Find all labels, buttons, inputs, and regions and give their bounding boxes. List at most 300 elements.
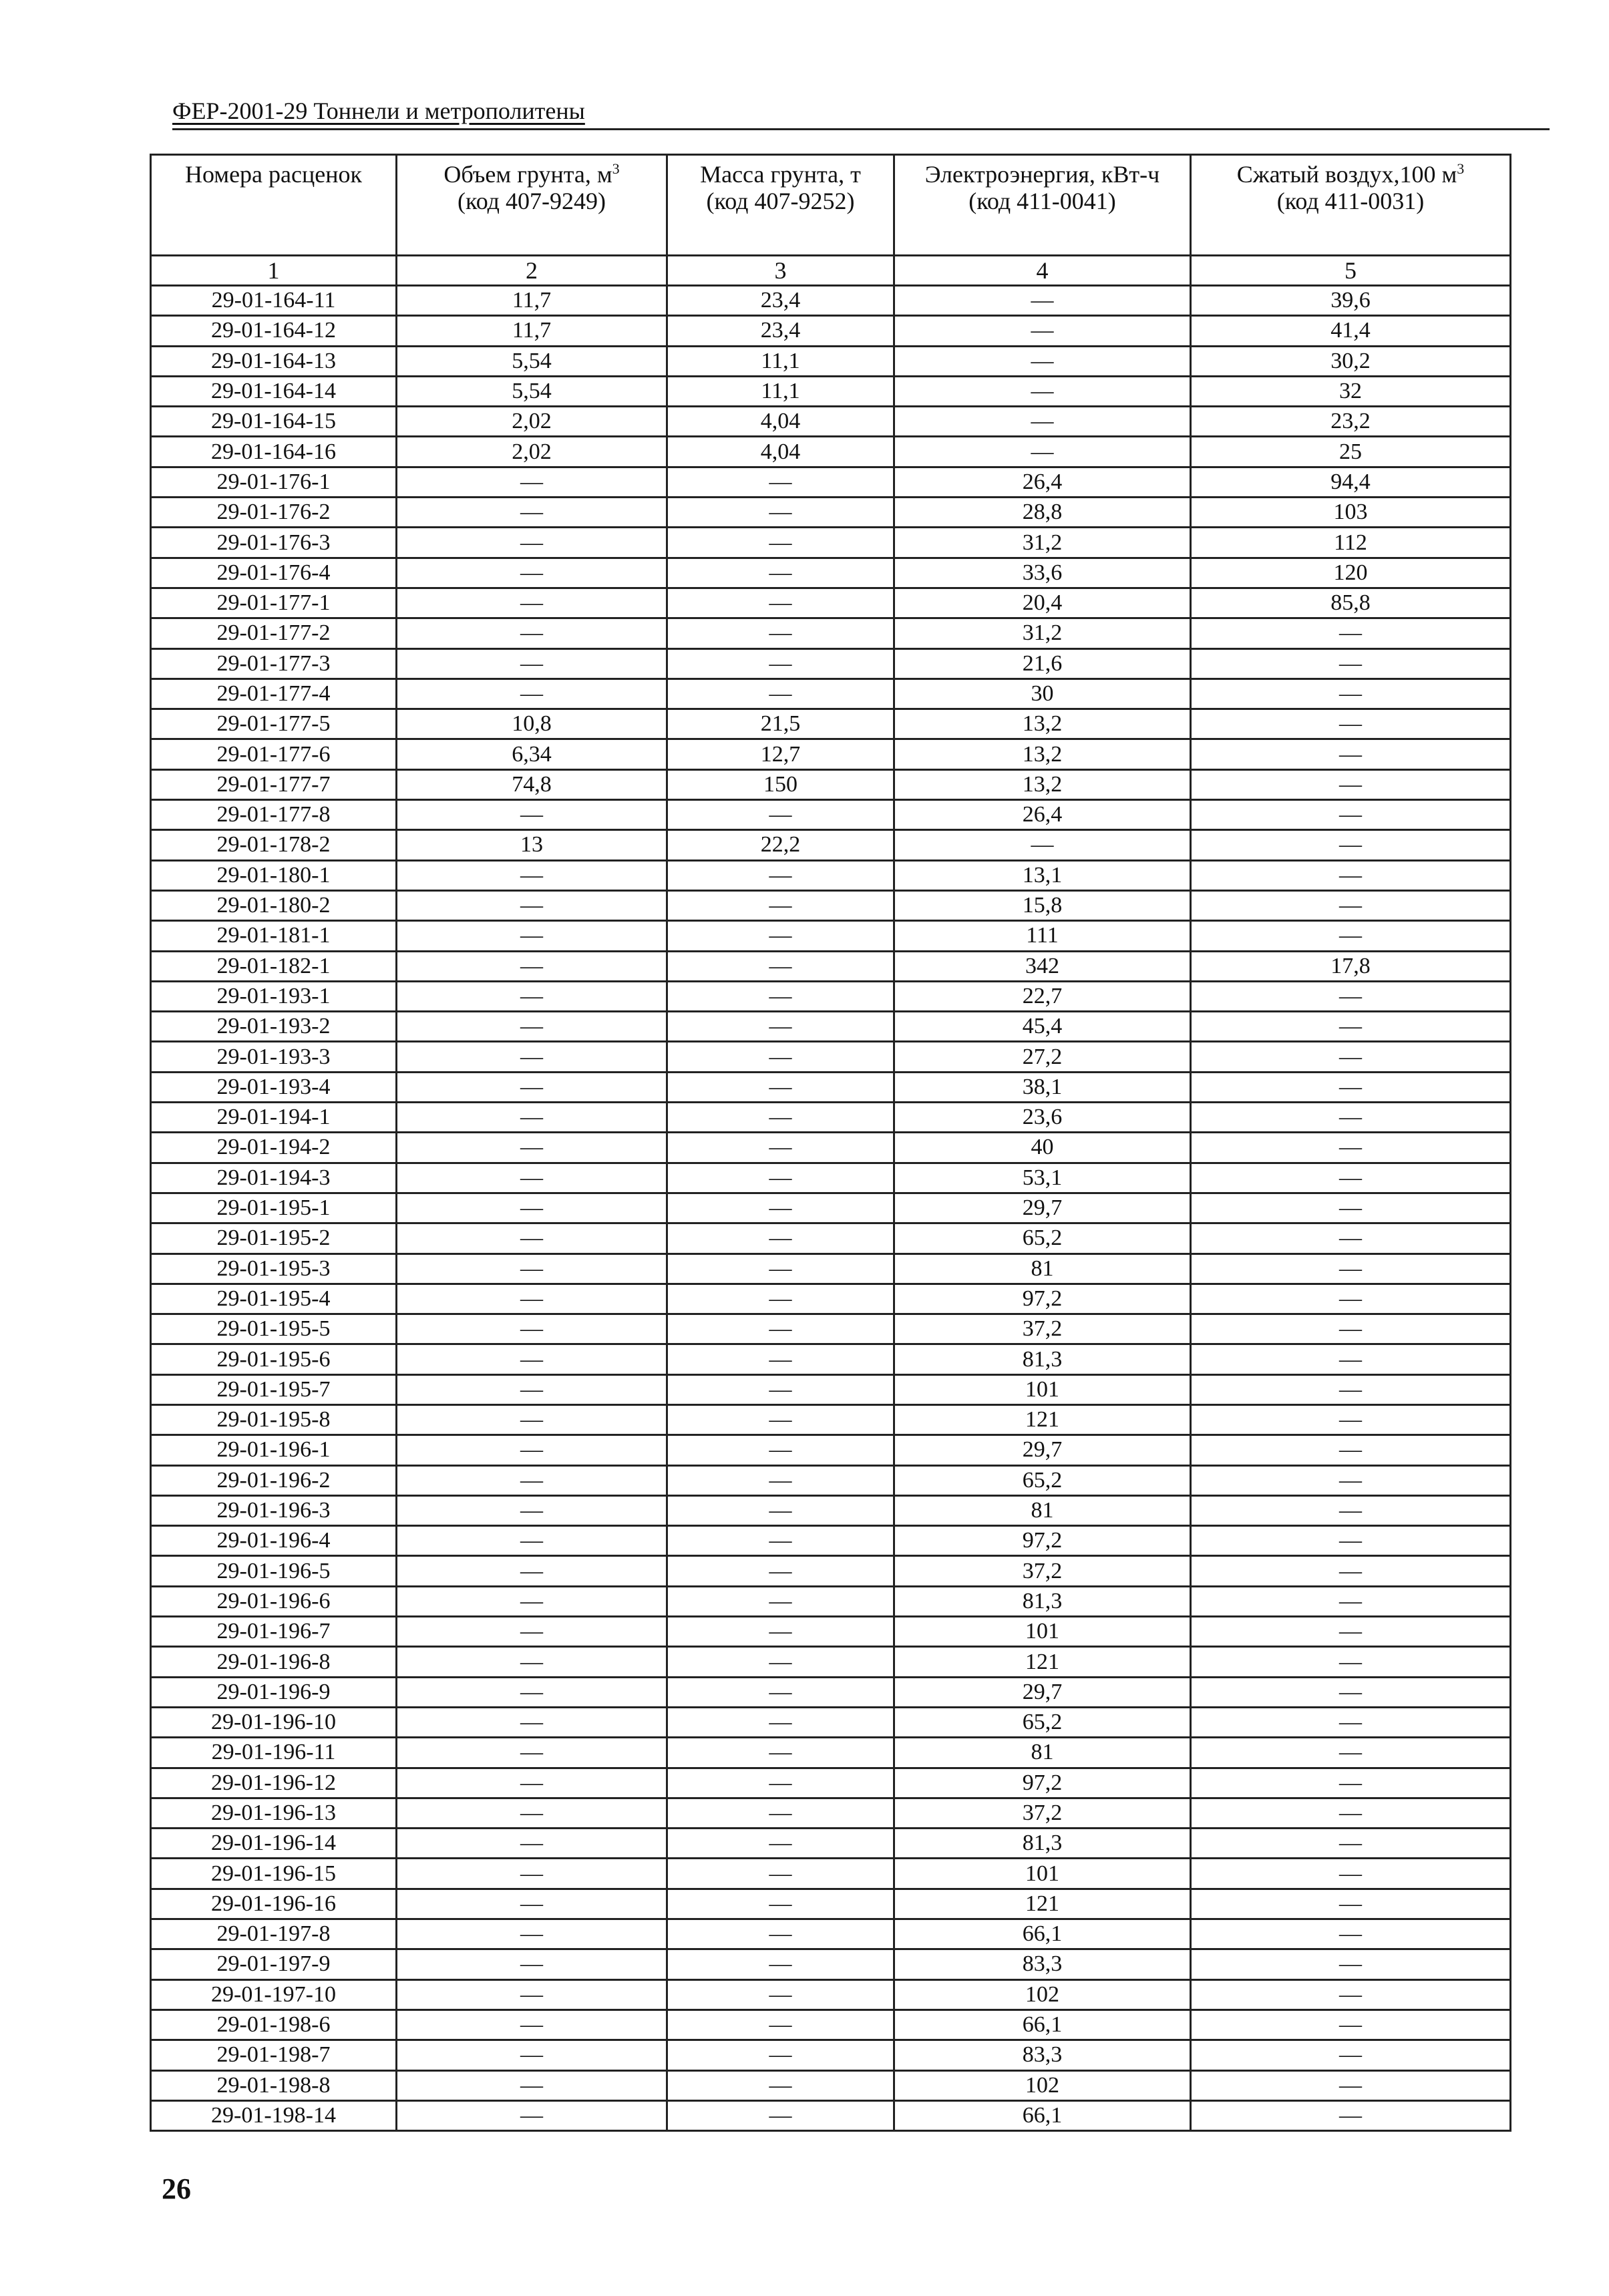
electricity-cell: 101 [894, 1859, 1191, 1889]
soil-mass-cell: — [667, 1647, 894, 1677]
electricity-cell: 102 [894, 2070, 1191, 2100]
soil-mass-cell: 150 [667, 769, 894, 799]
electricity-cell: 29,7 [894, 1435, 1191, 1465]
rate-number-cell: 29-01-180-2 [151, 890, 397, 920]
soil-mass-cell: — [667, 951, 894, 981]
rate-number-cell: 29-01-176-2 [151, 498, 397, 528]
compressed-air-cell: — [1191, 1042, 1511, 1072]
column-header-soil-volume: Объем грунта, $м^3$ (код 407-9249) [397, 155, 667, 256]
soil-volume-cell: — [397, 588, 667, 618]
compressed-air-cell: 94,4 [1191, 467, 1511, 497]
electricity-cell: 26,4 [894, 467, 1191, 497]
rate-number-cell: 29-01-198-7 [151, 2040, 397, 2070]
electricity-cell: 101 [894, 1374, 1191, 1404]
soil-mass-cell: 4,04 [667, 437, 894, 467]
column-headers-row [151, 155, 1511, 256]
table-row [151, 1617, 1511, 1647]
compressed-air-cell: — [1191, 709, 1511, 739]
soil-volume-cell: — [397, 1072, 667, 1102]
electricity-cell: 102 [894, 1979, 1191, 2010]
soil-volume-cell: — [397, 1133, 667, 1163]
soil-mass-cell: — [667, 1344, 894, 1374]
soil-mass-cell: — [667, 1495, 894, 1525]
soil-volume-cell: — [397, 1889, 667, 1919]
rate-number-cell: 29-01-164-12 [151, 316, 397, 346]
electricity-cell: 15,8 [894, 890, 1191, 920]
rate-number-cell: 29-01-164-11 [151, 286, 397, 316]
compressed-air-cell: 112 [1191, 528, 1511, 558]
rate-number-cell: 29-01-197-9 [151, 1949, 397, 1979]
electricity-cell: 13,2 [894, 739, 1191, 769]
table-row [151, 1889, 1511, 1919]
soil-volume-cell: 2,02 [397, 407, 667, 437]
electricity-cell: 38,1 [894, 1072, 1191, 1102]
electricity-cell: 13,2 [894, 709, 1191, 739]
soil-volume-cell: — [397, 1586, 667, 1616]
column-number: 1 [151, 256, 397, 286]
soil-mass-cell: — [667, 2100, 894, 2130]
soil-volume-cell: — [397, 1677, 667, 1707]
soil-volume-cell: — [397, 618, 667, 648]
electricity-cell: 45,4 [894, 1012, 1191, 1042]
soil-mass-cell: — [667, 1768, 894, 1798]
electricity-cell: 81,3 [894, 1829, 1191, 1859]
soil-volume-cell: — [397, 1374, 667, 1404]
compressed-air-cell: — [1191, 1617, 1511, 1647]
soil-mass-cell: — [667, 1556, 894, 1586]
rate-number-cell: 29-01-196-9 [151, 1677, 397, 1707]
soil-mass-cell: — [667, 1254, 894, 1284]
soil-volume-cell: — [397, 1707, 667, 1737]
electricity-cell: 81,3 [894, 1586, 1191, 1616]
electricity-cell: 111 [894, 921, 1191, 951]
table-row [151, 1223, 1511, 1254]
soil-mass-cell: — [667, 890, 894, 920]
electricity-cell: 23,6 [894, 1103, 1191, 1133]
table-row [151, 407, 1511, 437]
soil-mass-cell: — [667, 1889, 894, 1919]
soil-mass-cell: — [667, 528, 894, 558]
rate-number-cell: 29-01-194-3 [151, 1163, 397, 1193]
compressed-air-cell: — [1191, 1193, 1511, 1223]
table-row [151, 1768, 1511, 1798]
electricity-cell: — [894, 286, 1191, 316]
compressed-air-cell: 25 [1191, 437, 1511, 467]
rate-number-cell: 29-01-164-13 [151, 346, 397, 376]
compressed-air-cell: — [1191, 1495, 1511, 1525]
soil-volume-cell: 5,54 [397, 376, 667, 406]
compressed-air-cell: — [1191, 981, 1511, 1011]
electricity-cell: 66,1 [894, 2010, 1191, 2040]
rate-number-cell: 29-01-196-14 [151, 1829, 397, 1859]
rate-number-cell: 29-01-164-16 [151, 437, 397, 467]
electricity-cell: — [894, 316, 1191, 346]
soil-volume-cell: — [397, 498, 667, 528]
soil-mass-cell: — [667, 467, 894, 497]
compressed-air-cell: — [1191, 2070, 1511, 2100]
table-row [151, 1495, 1511, 1525]
rate-number-cell: 29-01-176-4 [151, 558, 397, 588]
rate-number-cell: 29-01-178-2 [151, 830, 397, 860]
rate-number-cell: 29-01-196-3 [151, 1495, 397, 1525]
table-row [151, 1798, 1511, 1828]
electricity-cell: 65,2 [894, 1223, 1191, 1254]
compressed-air-cell: — [1191, 1979, 1511, 2010]
table-row [151, 1163, 1511, 1193]
electricity-cell: 22,7 [894, 981, 1191, 1011]
electricity-cell: 121 [894, 1647, 1191, 1677]
electricity-cell: 53,1 [894, 1163, 1191, 1193]
soil-mass-cell: 12,7 [667, 739, 894, 769]
compressed-air-cell: 23,2 [1191, 407, 1511, 437]
electricity-cell: 121 [894, 1404, 1191, 1434]
electricity-cell: 97,2 [894, 1768, 1191, 1798]
electricity-cell: 37,2 [894, 1556, 1191, 1586]
table-row [151, 1949, 1511, 1979]
table-header [151, 155, 1511, 286]
electricity-cell: — [894, 830, 1191, 860]
rate-number-cell: 29-01-196-11 [151, 1738, 397, 1768]
table-row [151, 588, 1511, 618]
compressed-air-cell: — [1191, 1374, 1511, 1404]
compressed-air-cell: — [1191, 890, 1511, 920]
electricity-cell: 30 [894, 679, 1191, 709]
table-row [151, 1919, 1511, 1949]
soil-mass-cell: — [667, 2070, 894, 2100]
soil-mass-cell: — [667, 648, 894, 679]
soil-mass-cell: — [667, 618, 894, 648]
soil-volume-cell: — [397, 1829, 667, 1859]
compressed-air-cell: — [1191, 921, 1511, 951]
table-row [151, 2070, 1511, 2100]
compressed-air-cell: — [1191, 830, 1511, 860]
table-row [151, 498, 1511, 528]
soil-mass-cell: — [667, 1465, 894, 1495]
soil-volume-cell: — [397, 648, 667, 679]
soil-mass-cell: — [667, 1617, 894, 1647]
soil-mass-cell: — [667, 1314, 894, 1344]
soil-volume-cell: — [397, 679, 667, 709]
compressed-air-cell: — [1191, 1889, 1511, 1919]
soil-volume-cell: — [397, 1768, 667, 1798]
soil-volume-cell: 74,8 [397, 769, 667, 799]
electricity-cell: 83,3 [894, 2040, 1191, 2070]
soil-volume-cell: — [397, 1617, 667, 1647]
soil-volume-cell: — [397, 981, 667, 1011]
electricity-cell: 81,3 [894, 1344, 1191, 1374]
rate-number-cell: 29-01-196-12 [151, 1768, 397, 1798]
compressed-air-cell: — [1191, 1677, 1511, 1707]
electricity-cell: 37,2 [894, 1798, 1191, 1828]
table-row [151, 709, 1511, 739]
soil-mass-cell: — [667, 1707, 894, 1737]
rate-number-cell: 29-01-164-15 [151, 407, 397, 437]
soil-volume-cell: — [397, 1859, 667, 1889]
table-row [151, 1647, 1511, 1677]
compressed-air-cell: — [1191, 1103, 1511, 1133]
soil-mass-cell: 11,1 [667, 346, 894, 376]
table-row [151, 981, 1511, 1011]
rate-number-cell: 29-01-197-8 [151, 1919, 397, 1949]
column-header-electricity: Электроэнергия, кВт-ч (код 411-0041) [894, 155, 1191, 256]
compressed-air-cell: — [1191, 769, 1511, 799]
rate-number-cell: 29-01-196-8 [151, 1647, 397, 1677]
soil-volume-cell: — [397, 1103, 667, 1133]
soil-volume-cell: — [397, 1526, 667, 1556]
soil-volume-cell: — [397, 467, 667, 497]
rate-number-cell: 29-01-196-15 [151, 1859, 397, 1889]
electricity-cell: 342 [894, 951, 1191, 981]
rate-number-cell: 29-01-195-3 [151, 1254, 397, 1284]
compressed-air-cell: — [1191, 679, 1511, 709]
table-row [151, 1404, 1511, 1434]
soil-volume-cell: — [397, 1404, 667, 1434]
electricity-cell: 28,8 [894, 498, 1191, 528]
table-row [151, 830, 1511, 860]
rate-number-cell: 29-01-177-1 [151, 588, 397, 618]
page-number: 26 [162, 2172, 191, 2205]
table-row [151, 1707, 1511, 1737]
compressed-air-cell: — [1191, 1314, 1511, 1344]
rate-number-cell: 29-01-195-4 [151, 1284, 397, 1314]
table-row [151, 1677, 1511, 1707]
rate-number-cell: 29-01-196-2 [151, 1465, 397, 1495]
table-row [151, 346, 1511, 376]
soil-mass-cell: 4,04 [667, 407, 894, 437]
electricity-cell: 21,6 [894, 648, 1191, 679]
soil-mass-cell: — [667, 1193, 894, 1223]
soil-mass-cell: — [667, 1829, 894, 1859]
electricity-cell: 31,2 [894, 618, 1191, 648]
rate-number-cell: 29-01-196-6 [151, 1586, 397, 1616]
soil-mass-cell: — [667, 1404, 894, 1434]
soil-volume-cell: 5,54 [397, 346, 667, 376]
table-row [151, 1586, 1511, 1616]
electricity-cell: 66,1 [894, 2100, 1191, 2130]
rate-number-cell: 29-01-177-2 [151, 618, 397, 648]
table-row [151, 437, 1511, 467]
soil-mass-cell: — [667, 1223, 894, 1254]
soil-volume-cell: — [397, 1556, 667, 1586]
compressed-air-cell: 32 [1191, 376, 1511, 406]
electricity-cell: — [894, 346, 1191, 376]
table-row [151, 558, 1511, 588]
soil-volume-cell: — [397, 1012, 667, 1042]
compressed-air-cell: — [1191, 1949, 1511, 1979]
rate-number-cell: 29-01-196-4 [151, 1526, 397, 1556]
table-row [151, 739, 1511, 769]
table-row [151, 1859, 1511, 1889]
table-row [151, 1556, 1511, 1586]
compressed-air-cell: — [1191, 2100, 1511, 2130]
compressed-air-cell: 41,4 [1191, 316, 1511, 346]
soil-volume-cell: 13 [397, 830, 667, 860]
electricity-cell: 81 [894, 1254, 1191, 1284]
rate-number-cell: 29-01-181-1 [151, 921, 397, 951]
rate-number-cell: 29-01-177-7 [151, 769, 397, 799]
document-title: ФЕР-2001-29 Тоннели и метрополитены [172, 98, 585, 124]
soil-volume-cell: — [397, 1254, 667, 1284]
compressed-air-cell: — [1191, 648, 1511, 679]
rate-number-cell: 29-01-196-13 [151, 1798, 397, 1828]
soil-volume-cell: — [397, 1919, 667, 1949]
compressed-air-cell: — [1191, 739, 1511, 769]
rate-number-cell: 29-01-198-14 [151, 2100, 397, 2130]
soil-volume-cell: — [397, 1163, 667, 1193]
table-row [151, 1314, 1511, 1344]
soil-mass-cell: — [667, 1859, 894, 1889]
soil-volume-cell: — [397, 1042, 667, 1072]
soil-volume-cell: — [397, 921, 667, 951]
soil-mass-cell: — [667, 679, 894, 709]
compressed-air-cell: — [1191, 1344, 1511, 1374]
soil-volume-cell: — [397, 890, 667, 920]
electricity-cell: 40 [894, 1133, 1191, 1163]
electricity-cell: 31,2 [894, 528, 1191, 558]
electricity-cell: 66,1 [894, 1919, 1191, 1949]
soil-mass-cell: — [667, 1042, 894, 1072]
table-row [151, 1254, 1511, 1284]
compressed-air-cell: 39,6 [1191, 286, 1511, 316]
rate-number-cell: 29-01-164-14 [151, 376, 397, 406]
column-number: 2 [397, 256, 667, 286]
column-number: 5 [1191, 256, 1511, 286]
column-number: 3 [667, 256, 894, 286]
soil-volume-cell: — [397, 860, 667, 890]
running-header [172, 93, 1550, 130]
table-row [151, 1344, 1511, 1374]
soil-mass-cell: — [667, 558, 894, 588]
rate-number-cell: 29-01-196-10 [151, 1707, 397, 1737]
rate-number-cell: 29-01-195-5 [151, 1314, 397, 1344]
soil-mass-cell: — [667, 921, 894, 951]
soil-volume-cell: — [397, 1314, 667, 1344]
compressed-air-cell: — [1191, 1647, 1511, 1677]
resource-table [150, 154, 1511, 2132]
compressed-air-cell: — [1191, 1284, 1511, 1314]
table-row [151, 648, 1511, 679]
table-row [151, 467, 1511, 497]
electricity-cell: — [894, 407, 1191, 437]
soil-mass-cell: — [667, 1133, 894, 1163]
compressed-air-cell: — [1191, 1072, 1511, 1102]
soil-mass-cell: — [667, 2040, 894, 2070]
electricity-cell: — [894, 376, 1191, 406]
soil-volume-cell: — [397, 2070, 667, 2100]
compressed-air-cell: — [1191, 1163, 1511, 1193]
rate-number-cell: 29-01-177-4 [151, 679, 397, 709]
soil-volume-cell: — [397, 800, 667, 830]
compressed-air-cell: — [1191, 1465, 1511, 1495]
compressed-air-cell: — [1191, 1768, 1511, 1798]
compressed-air-cell: — [1191, 1526, 1511, 1556]
table-row [151, 1012, 1511, 1042]
table-row [151, 618, 1511, 648]
table-row [151, 921, 1511, 951]
soil-mass-cell: 11,1 [667, 376, 894, 406]
rate-number-cell: 29-01-176-3 [151, 528, 397, 558]
table-row [151, 1465, 1511, 1495]
soil-volume-cell: 6,34 [397, 739, 667, 769]
compressed-air-cell: — [1191, 1859, 1511, 1889]
rate-number-cell: 29-01-195-6 [151, 1344, 397, 1374]
soil-volume-cell: — [397, 1798, 667, 1828]
soil-volume-cell: — [397, 2010, 667, 2040]
compressed-air-cell: — [1191, 1435, 1511, 1465]
electricity-cell: 37,2 [894, 1314, 1191, 1344]
table-row [151, 2010, 1511, 2040]
soil-mass-cell: 21,5 [667, 709, 894, 739]
rate-number-cell: 29-01-198-8 [151, 2070, 397, 2100]
soil-mass-cell: — [667, 1919, 894, 1949]
table-row [151, 1284, 1511, 1314]
soil-mass-cell: — [667, 2010, 894, 2040]
soil-mass-cell: — [667, 1284, 894, 1314]
table-row [151, 951, 1511, 981]
soil-mass-cell: — [667, 1738, 894, 1768]
soil-mass-cell: 22,2 [667, 830, 894, 860]
column-header-rate-numbers: Номера расценок [151, 155, 397, 256]
table-row [151, 1979, 1511, 2010]
electricity-cell: 65,2 [894, 1465, 1191, 1495]
soil-volume-cell: 10,8 [397, 709, 667, 739]
soil-mass-cell: — [667, 1798, 894, 1828]
electricity-cell: — [894, 437, 1191, 467]
compressed-air-cell: — [1191, 1738, 1511, 1768]
table-row [151, 800, 1511, 830]
soil-mass-cell: — [667, 498, 894, 528]
compressed-air-cell: — [1191, 1829, 1511, 1859]
compressed-air-cell: — [1191, 2040, 1511, 2070]
rate-number-cell: 29-01-177-5 [151, 709, 397, 739]
rate-number-cell: 29-01-196-1 [151, 1435, 397, 1465]
table-row [151, 769, 1511, 799]
soil-volume-cell: — [397, 1223, 667, 1254]
soil-mass-cell: — [667, 1012, 894, 1042]
compressed-air-cell: 120 [1191, 558, 1511, 588]
rate-number-cell: 29-01-196-5 [151, 1556, 397, 1586]
rate-number-cell: 29-01-193-1 [151, 981, 397, 1011]
table-row [151, 1738, 1511, 1768]
table-row [151, 316, 1511, 346]
compressed-air-cell: 30,2 [1191, 346, 1511, 376]
rate-number-cell: 29-01-196-16 [151, 1889, 397, 1919]
electricity-cell: 29,7 [894, 1677, 1191, 1707]
table-row [151, 1526, 1511, 1556]
table-row [151, 1133, 1511, 1163]
compressed-air-cell: — [1191, 1707, 1511, 1737]
compressed-air-cell: — [1191, 1798, 1511, 1828]
soil-volume-cell: 11,7 [397, 286, 667, 316]
compressed-air-cell: — [1191, 1919, 1511, 1949]
electricity-cell: 81 [894, 1738, 1191, 1768]
compressed-air-cell: — [1191, 2010, 1511, 2040]
soil-mass-cell: — [667, 1979, 894, 2010]
electricity-cell: 33,6 [894, 558, 1191, 588]
soil-volume-cell: — [397, 558, 667, 588]
soil-mass-cell: — [667, 1677, 894, 1707]
soil-mass-cell: — [667, 1435, 894, 1465]
rate-number-cell: 29-01-182-1 [151, 951, 397, 981]
soil-mass-cell: 23,4 [667, 286, 894, 316]
table-row [151, 890, 1511, 920]
compressed-air-cell: 17,8 [1191, 951, 1511, 981]
compressed-air-cell: — [1191, 618, 1511, 648]
soil-volume-cell: — [397, 951, 667, 981]
table-body [151, 286, 1511, 2131]
electricity-cell: 26,4 [894, 800, 1191, 830]
compressed-air-cell: — [1191, 1133, 1511, 1163]
